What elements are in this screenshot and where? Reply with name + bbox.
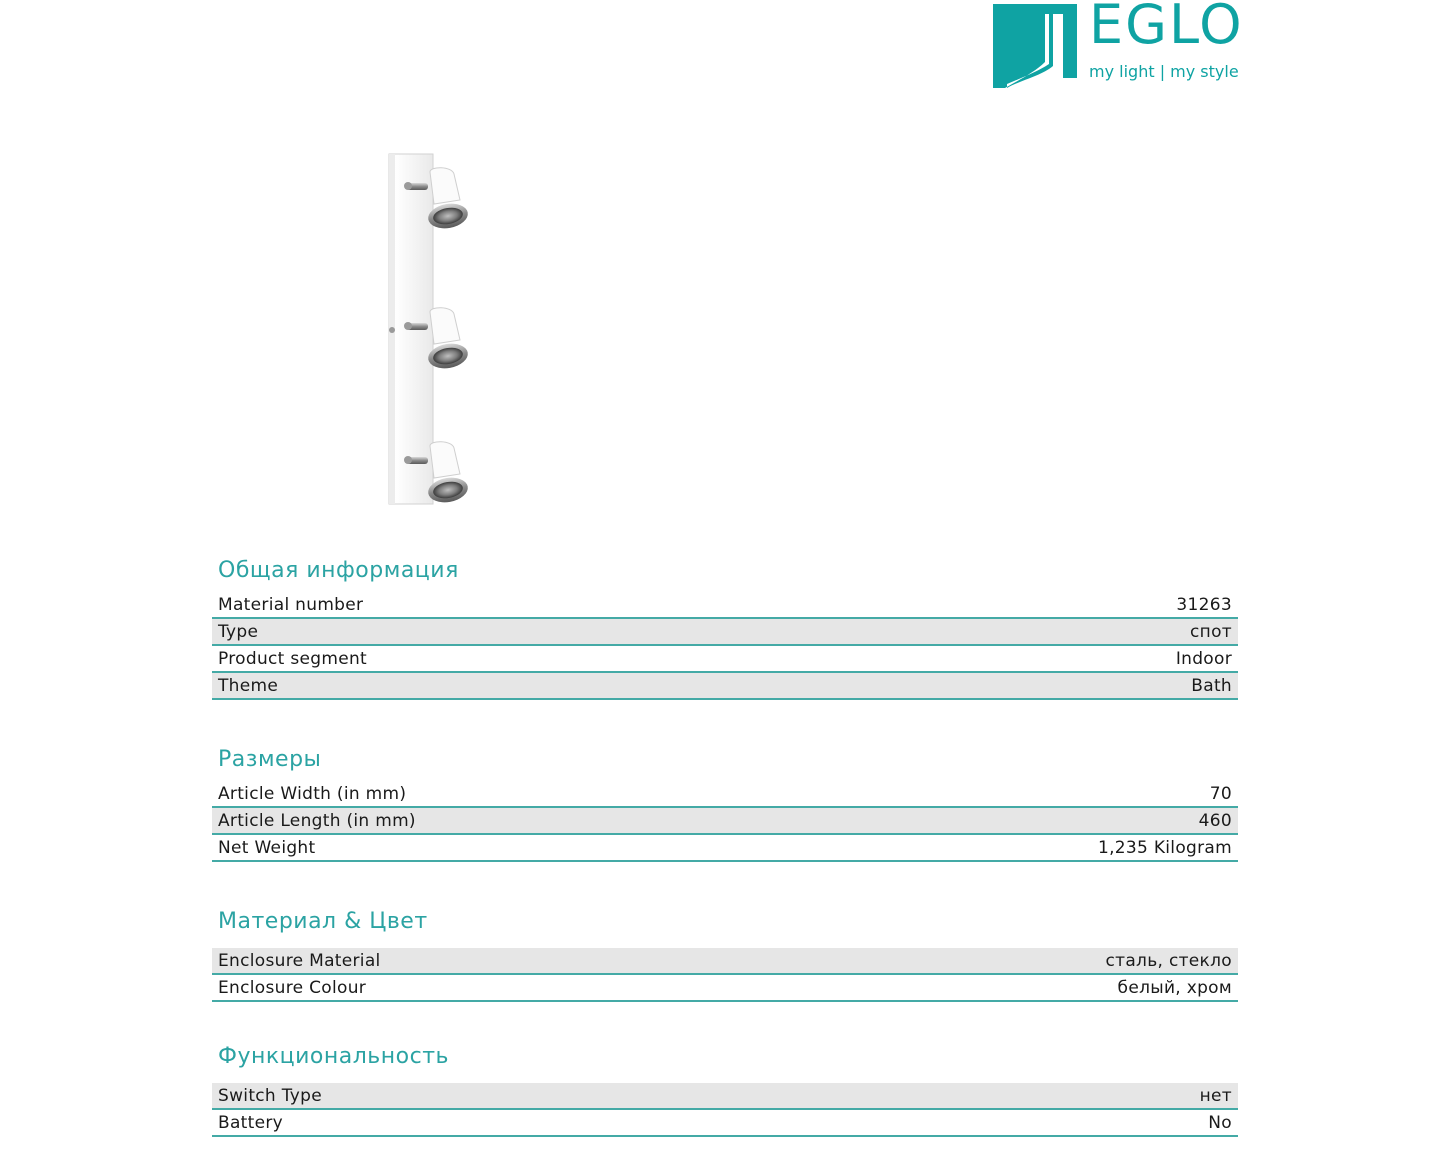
spec-label: Switch Type (218, 1085, 322, 1106)
spec-value: белый, хром (1117, 977, 1232, 998)
spec-row-enclosure-material (212, 948, 1238, 975)
spec-label: Enclosure Colour (218, 977, 367, 998)
section-dimensions (212, 745, 1238, 862)
brand-name: EGLO (1089, 0, 1244, 56)
eglo-logo-mark-icon (993, 4, 1077, 88)
spec-value: спот (1190, 621, 1232, 642)
spec-value: 31263 (1176, 594, 1232, 615)
spec-row-switch-type (212, 1083, 1238, 1110)
wall-spotlight-icon (380, 150, 490, 510)
spec-table (212, 948, 1238, 1002)
spec-label: Net Weight (218, 837, 316, 858)
spec-row-article-length (212, 808, 1238, 835)
spec-row-net-weight (212, 835, 1238, 862)
spec-table (212, 781, 1238, 862)
spec-row-theme (212, 673, 1238, 700)
spec-row-article-width (212, 781, 1238, 808)
section-general-info (212, 556, 1238, 700)
spec-row-product-segment (212, 646, 1238, 673)
section-title: Функциональность (218, 1044, 449, 1069)
spec-value: Indoor (1175, 648, 1232, 669)
spec-row-type (212, 619, 1238, 646)
spec-table (212, 1083, 1238, 1137)
spec-value: 70 (1209, 783, 1232, 804)
brand-tagline: my light | my style (1089, 62, 1239, 81)
spec-value: No (1208, 1112, 1232, 1133)
spec-label: Type (218, 621, 259, 642)
spec-label: Article Length (in mm) (218, 810, 416, 831)
spec-table (212, 592, 1238, 700)
spec-label: Material number (218, 594, 364, 615)
eglo-logo (993, 0, 1244, 88)
spec-row-material-number (212, 592, 1238, 619)
spec-row-battery (212, 1110, 1238, 1137)
section-title: Материал & Цвет (218, 909, 428, 934)
spec-label: Product segment (218, 648, 368, 669)
section-title: Общая информация (218, 558, 459, 583)
spec-value: 1,235 Kilogram (1097, 837, 1232, 858)
spec-label: Enclosure Material (218, 950, 381, 971)
product-image (380, 150, 490, 514)
spec-value: Bath (1191, 675, 1232, 696)
section-material-colour (212, 907, 1238, 1002)
section-functionality (212, 1042, 1238, 1137)
section-title: Размеры (218, 747, 322, 772)
spec-row-enclosure-colour (212, 975, 1238, 1002)
spec-label: Article Width (in mm) (218, 783, 407, 804)
spec-label: Battery (218, 1112, 284, 1133)
spec-value: 460 (1198, 810, 1232, 831)
spec-label: Theme (218, 675, 279, 696)
spec-value: нет (1199, 1085, 1232, 1106)
spec-value: сталь, стекло (1105, 950, 1232, 971)
